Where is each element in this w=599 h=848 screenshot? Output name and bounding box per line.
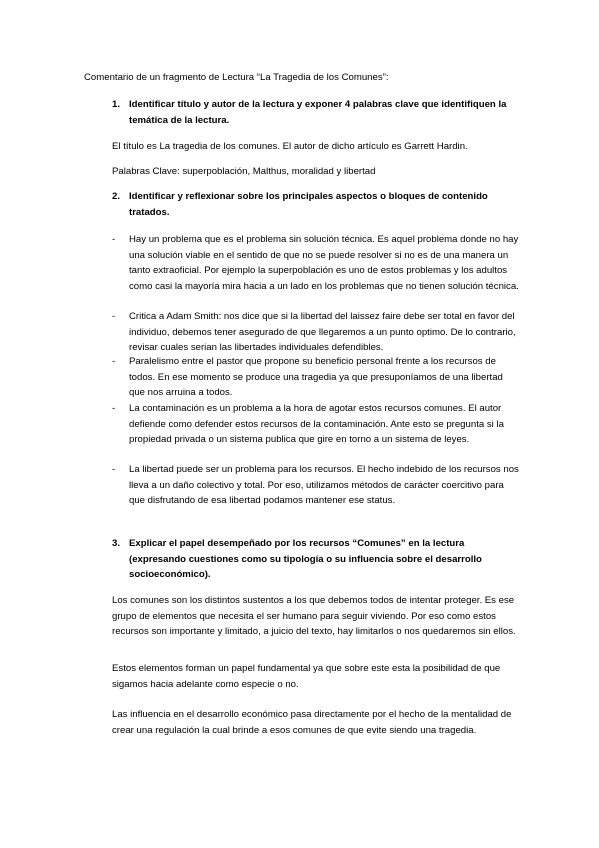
section-2-number: 2. xyxy=(112,191,121,202)
section-3-paragraph: Las influencia en el desarrollo económico pasa directamente por el hecho de la mentalidad de crear una regulación la cual brinde a esos comunes de que evite siendo una tragedia. xyxy=(112,709,512,736)
bullet-marker: - xyxy=(112,403,116,414)
bullet-item: La contaminación es un problema a la hora de agotar estos recursos comunes. El autor defiende como defender estos recursos de la contaminación. Ante esto se pregunta si la propiedad privada o un sistema publica que gire en torno a un sistema de leyes. xyxy=(129,403,504,445)
section-1-title-author: El título es La tragedia de los comunes. El autor de dicho artículo es Garrett Hardin. xyxy=(112,141,468,152)
bullet-marker: - xyxy=(112,464,116,475)
bullet-marker: - xyxy=(112,356,116,367)
section-3-heading: Explicar el papel desempeñado por los recursos “Comunes” en la lectura (expresando cuestiones como su tipología o su influencia sobre el desarrollo socioeconómico). xyxy=(129,538,482,580)
section-2-heading: Identificar y reflexionar sobre los principales aspectos o bloques de contenido tratados. xyxy=(129,191,488,218)
section-3-paragraph: Estos elementos forman un papel fundamental ya que sobre este esta la posibilidad de que sigamos hacia adelante como especie o no. xyxy=(112,663,501,690)
bullet-marker: - xyxy=(112,311,116,322)
bullet-marker: - xyxy=(112,234,116,245)
section-1-number: 1. xyxy=(112,99,121,110)
section-1-heading: Identificar título y autor de la lectura y exponer 4 palabras clave que identifiquen la temática de la lectura. xyxy=(129,99,507,126)
bullet-item: La libertad puede ser un problema para los recursos. El hecho indebido de los recursos nos lleva a un daño colectivo y total. Por eso, utilizamos métodos de carácter coercitivo para que disfrutando de esa libertad podamos mantener ese status. xyxy=(129,464,519,506)
section-3-paragraph: Los comunes son los distintos sustentos a los que debemos todos de intentar proteger. Es ese grupo de elementos que necesita el ser humano para seguir viviendo. Por eso como estos recursos son importante y limitado, a juicio del texto, hay limitarlos o nos quedaremos sin ellos. xyxy=(112,595,516,637)
bullet-item: Hay un problema que es el problema sin solución técnica. Es aquel problema donde no hay una solución viable en el sentido de que no se puede resolver si no es de una manera un tanto extraoficial. Por ejemplo la superpoblación es uno de estos problemas y los adultos como casi la mayoría mira hacia a un lado en los problemas que no tienen solución técnica. xyxy=(129,234,519,292)
section-1-keywords: Palabras Clave: superpoblación, Malthus, moralidad y libertad xyxy=(112,166,376,177)
document-intro: Comentario de un fragmento de Lectura “La Tragedia de los Comunes”: xyxy=(84,72,389,83)
bullet-item: Paralelismo entre el pastor que propone su beneficio personal frente a los recursos de todos. En ese momento se produce una tragedia ya que presuponíamos de una libertad que nos arruina a todos. xyxy=(129,356,503,398)
bullet-item: Critica a Adam Smith: nos dice que si la libertad del laissez faire debe ser total en favor del individuo, debemos tener asegurado de que llegaremos a un punto optimo. De lo contrario, revisar cuales serian las libertades individuales defendibles. xyxy=(129,311,516,353)
section-3-number: 3. xyxy=(112,538,121,549)
